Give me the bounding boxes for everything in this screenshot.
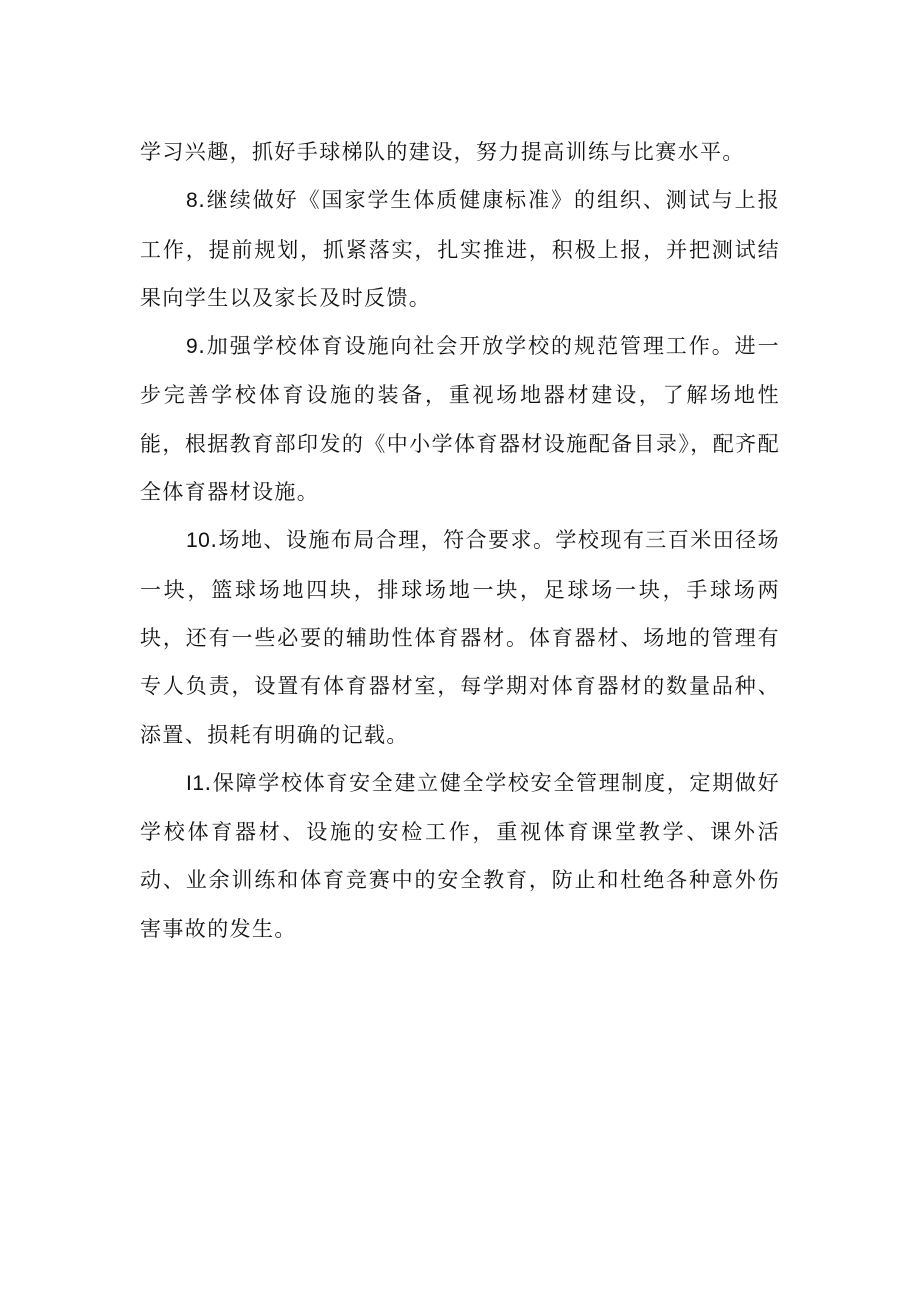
paragraph-number: I1 (186, 771, 205, 795)
paragraph-text: 学习兴趣，抓好手球梯队的建设，努力提高训练与比赛水平。 (140, 140, 745, 164)
paragraph-9 (140, 322, 780, 516)
paragraph-11 (140, 759, 780, 953)
paragraph-10 (140, 516, 780, 758)
paragraph-text: .加强学校体育设施向社会开放学校的规范管理工作。进一步完善学校体育设施的装备，重视场地器材建设，了解场地性能，根据教育部印发的《中小学体育器材设施配备目录》，配齐配全体育器材设施。 (140, 334, 780, 505)
paragraph-7-continuation (140, 128, 780, 176)
paragraph-8 (140, 176, 780, 322)
paragraph-text: .保障学校体育安全建立健全学校安全管理制度，定期做好学校体育器材、设施的安检工作，重视体育课堂教学、课外活动、业余训练和体育竞赛中的安全教育，防止和杜绝各种意外伤害事故的发生。 (140, 770, 780, 941)
paragraph-number: 9 (186, 335, 199, 359)
paragraph-number: 10 (186, 529, 211, 553)
paragraph-number: 8 (186, 189, 199, 213)
paragraph-text: .场地、设施布局合理，符合要求。学校现有三百米田径场一块，篮球场地四块，排球场地一块，足球场一块，手球场两块，还有一些必要的辅助性体育器材。体育器材、场地的管理有专人负责，设置有体育器材室，每学期对体育器材的数量品种、添置、损耗有明确的记载。 (140, 528, 780, 747)
document-body (140, 128, 780, 953)
paragraph-text: .继续做好《国家学生体质健康标准》的组织、测试与上报工作，提前规划，抓紧落实，扎实推进，积极上报，并把测试结果向学生以及家长及时反馈。 (140, 188, 780, 310)
